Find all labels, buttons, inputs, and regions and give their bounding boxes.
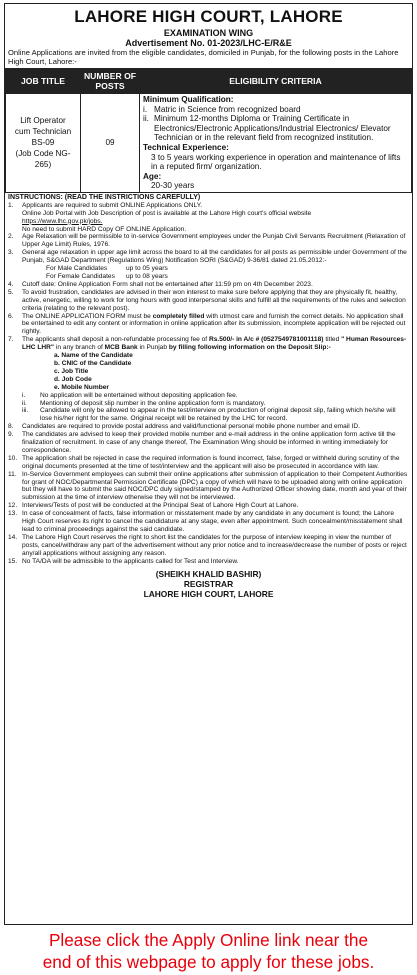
item-number: 4. <box>8 280 14 288</box>
age-relaxation-female <box>8 273 409 281</box>
instruction-item <box>8 558 409 566</box>
notice-line: end of this webpage to apply for these jobs. <box>42 952 375 972</box>
court-title: LAHORE HIGH COURT, LAHORE <box>74 7 343 26</box>
advertisement-number: Advertisement No. 01-2023/LHC-E/R&E <box>125 38 292 48</box>
item-text: Age Relaxation will be permissible to in-service Government employees under the Punjab Civil Servants Recruitment (Relaxation of Upper Age Limit) Rules, 1976. <box>22 233 406 249</box>
intro-text: Online Applications are invited from the eligible candidates, domiciled in Punjab, for the following posts in the Lahore High Court, Lahore:- <box>8 48 399 66</box>
item-text <box>22 336 409 352</box>
eligibility-cell <box>140 94 412 193</box>
instruction-item <box>8 249 409 265</box>
slip-field: d. Job Code <box>54 375 92 383</box>
instruction-item <box>8 202 409 234</box>
notice-line: Please click the Apply Online link near the <box>48 930 369 950</box>
instructions-heading: INSTRUCTIONS: (READ THE INSTRICTIONS CAREFULLY) <box>8 193 201 201</box>
item-text: Candidate will only be allowed to appear in the test/interview on production of original deposit slip, failing which he/she will lose his/her right for the same. Original receipt will be retained by the LHC for record. <box>40 407 396 423</box>
item-text: No application will be entertained without depositing application fee. <box>40 391 238 399</box>
age-relaxation-male <box>8 265 409 273</box>
instruction-text: in Punjab <box>139 344 167 352</box>
table-row <box>6 94 412 193</box>
posts-cell: 09 <box>81 94 140 193</box>
jobs-table <box>5 68 412 193</box>
item-text: The Lahore High Court reserves the right to short list the candidates for the purpose of interview keeping in view the number of posts, cancel/withdraw any part of the advertisement without any prior notice and to increase/decrease the number of posts or reject any/all applications without assigning any reason. <box>22 533 407 557</box>
instruction-text: titled <box>325 336 340 344</box>
item-text: General age relaxation in upper age limit across the board to all the candidates for all posts as permissible under Government of the Punjab, S&GAD Department (Regulations Wing) Notification SORI (S&GAD) 9-36/81 dated 21.05.2012:- <box>22 249 407 265</box>
item-text <box>22 313 409 337</box>
col-eligibility: ELIGIBILITY CRITERIA <box>140 69 412 94</box>
item-number: 6. <box>8 312 14 320</box>
instruction-item <box>8 281 409 289</box>
col-job-title: JOB TITLE <box>6 69 81 94</box>
instruction-item <box>8 455 409 471</box>
fee-subitem <box>8 392 409 400</box>
min-qual-item <box>143 114 408 143</box>
item-text: Minimum 12-months Diploma or Training Certificate in Electronics/Electronic Applications/Industrial Electronics/ Elevator Technician or in the relevant field from recognized institution. <box>154 114 391 143</box>
col-number-of-posts: NUMBER OF POSTS <box>81 69 140 94</box>
apply-online-notice <box>0 929 417 973</box>
tech-exp-text: 3 to 5 years working experience in operation and maintenance of lifts in a reputed firm/ organization. <box>151 152 401 172</box>
account-title: " Human Resources-LHC LHR" <box>22 336 407 352</box>
instruction-item <box>8 313 409 337</box>
instruction-item <box>8 471 409 503</box>
instruction-text: The ONLINE APPLICATION FORM must be <box>22 312 151 320</box>
tech-exp-heading: Technical Experience: <box>143 142 229 152</box>
item-number: 5. <box>8 288 14 296</box>
item-number: 7. <box>8 336 14 344</box>
instruction-emphasis: completely filled <box>152 312 205 320</box>
jobs-portal-link[interactable]: https://www.lhc.gov.pk/jobs. <box>22 217 103 225</box>
item-number: 1. <box>8 201 14 209</box>
item-number: 13. <box>8 510 18 518</box>
instructions <box>5 193 412 566</box>
wing-name: EXAMINATION WING <box>163 28 254 38</box>
item-number: 8. <box>8 423 14 431</box>
instruction-item <box>8 289 409 313</box>
item-text: In case of concealment of facts, false information or misstatement made by any candidate in any document is found; the Lahore High Court reserves its right to cancel the candidature at any stage, even after appointment. Such concealment/misstatement shall lead to criminal proceedings against the said candidate. <box>22 510 403 533</box>
slip-field: a. Name of the Candidate <box>54 352 133 360</box>
min-qual-heading: Minimum Qualification: <box>143 95 234 104</box>
item-text: Matric in Science from recognized board <box>154 104 301 114</box>
instruction-item <box>8 233 409 249</box>
job-title-line: BS-09 <box>31 138 55 148</box>
signatory-organization: LAHORE HIGH COURT, LAHORE <box>143 588 274 599</box>
item-number: 11. <box>8 470 17 478</box>
item-number: 15. <box>8 557 18 565</box>
slip-field: b. CNIC of the Candidate <box>54 359 132 367</box>
instruction-text: Online Job Portal with Job Description of post is available at the Lahore High court's official website <box>22 209 312 217</box>
relaxation-label: For Male Candidates <box>46 265 108 273</box>
item-text: Interviews/Tests of post will be conducted at the Principal Seat of Lahore High Court at Lahore. <box>22 502 299 510</box>
relaxation-value: up to 08 years <box>126 273 168 280</box>
age-text: 20-30 years <box>151 181 195 191</box>
instruction-text: Applicants are required to submit ONLINE Applications ONLY. <box>22 201 203 209</box>
item-text: Candidates are required to provide postal address and valid/functional personal mobile phone number and email ID. <box>22 423 360 431</box>
item-text: The candidates are advised to keep their provided mobile number and e-mail address in the online application form active till the finalization of recruitment. In case of any change thereof, The Examination Wing should be informed in writing immediately for correspondence. <box>22 431 396 454</box>
item-number: 12. <box>8 502 18 510</box>
item-text: Cutoff date: Online Application Form shall not be entertained after 11:59 pm on 4th December 2023. <box>22 280 313 288</box>
item-number: 9. <box>8 431 14 439</box>
item-number: 3. <box>8 249 14 257</box>
item-number: 14. <box>8 533 18 541</box>
instruction-item <box>8 510 409 534</box>
item-number: 10. <box>8 454 18 462</box>
job-title-line: cum Technician <box>14 127 72 137</box>
item-number: 2. <box>8 233 14 241</box>
instruction-text: The applicants shall deposit a non-refundable processing fee of <box>22 336 208 344</box>
item-number: ii. <box>22 399 27 407</box>
relaxation-value: up to 05 years <box>126 265 168 273</box>
signatory-name: (SHEIKH KHALID BASHIR) <box>155 568 262 579</box>
min-qual-item <box>143 105 408 115</box>
item-text: The application shall be rejected in case the required information is found incorrect, false, forged or withheld during scrutiny of the original documents presented at the time of test/interview and the applicant will also be prosecuted in accordance with law. <box>22 454 400 470</box>
item-text: To avoid frustration, candidates are advised in their won interest to make sure before applying that they are physically fit, healthy, active, energetic, willing to work for long hours with good interpersonal skills and fulfill all the requirements of the rules and selection criteria (relating to the relevant post). <box>22 288 406 312</box>
item-text: In-Service Government employees can submit their online applications after submission of application to their Competent Authorities for grant of NOC/Departmental Permission Certificate (DPC) a copy of which will have to be uploaded along with online application but they will have to submit the said NOC/DPC duly signed/stamped by the Authorized Officer showing date, month and year of their submission at the time of interview otherwise they will not be interviewed. <box>22 470 408 502</box>
fee-subitem <box>8 407 409 423</box>
instruction-item <box>8 336 409 352</box>
signature-block <box>5 569 412 599</box>
item-number: i. <box>22 391 26 399</box>
instruction-emphasis: by filling following information on the Deposit Slip:- <box>168 344 331 352</box>
job-title-line: Lift Operator <box>20 116 66 126</box>
instruction-item <box>8 534 409 558</box>
instruction-text: in any branch of <box>55 344 103 352</box>
item-text <box>22 202 409 234</box>
item-number: ii. <box>143 114 149 124</box>
fee-subitem <box>8 400 409 408</box>
item-number: i. <box>143 104 148 114</box>
instruction-text: with utmost care and furnish the correct details. No application shall be entertained to edit any content or information in online application after its submission, incomplete application will be rejected out rightly. <box>22 312 406 336</box>
advertisement-notice <box>4 3 413 925</box>
item-text: No TA/DA will be admissible to the applicants called for Test and Interview. <box>22 557 239 565</box>
relaxation-label: For Female Candidates <box>46 273 115 280</box>
slip-field: e. Mobile Number <box>54 383 109 391</box>
table-header-row <box>6 69 412 94</box>
slip-field: c. Job Title <box>54 367 89 375</box>
job-title-cell <box>6 94 81 193</box>
instruction-item <box>8 423 409 431</box>
instruction-item <box>8 502 409 510</box>
item-text: Mentioning of deposit slip number in the online application form is mandatory. <box>40 399 266 407</box>
item-number: iii. <box>22 407 29 415</box>
instruction-text: No need to submit HARD Copy OF ONLINE Application. <box>22 225 187 233</box>
job-title-line: (Job Code NG- <box>15 149 71 159</box>
signatory-designation: REGISTRAR <box>183 578 234 589</box>
account-number: Rs.500/- in A/c # (0527549781001118) <box>208 336 324 344</box>
job-title-line: 265) <box>34 160 52 170</box>
bank-name: MCB Bank <box>104 344 138 352</box>
age-heading: Age: <box>143 171 162 181</box>
instruction-item <box>8 431 409 455</box>
